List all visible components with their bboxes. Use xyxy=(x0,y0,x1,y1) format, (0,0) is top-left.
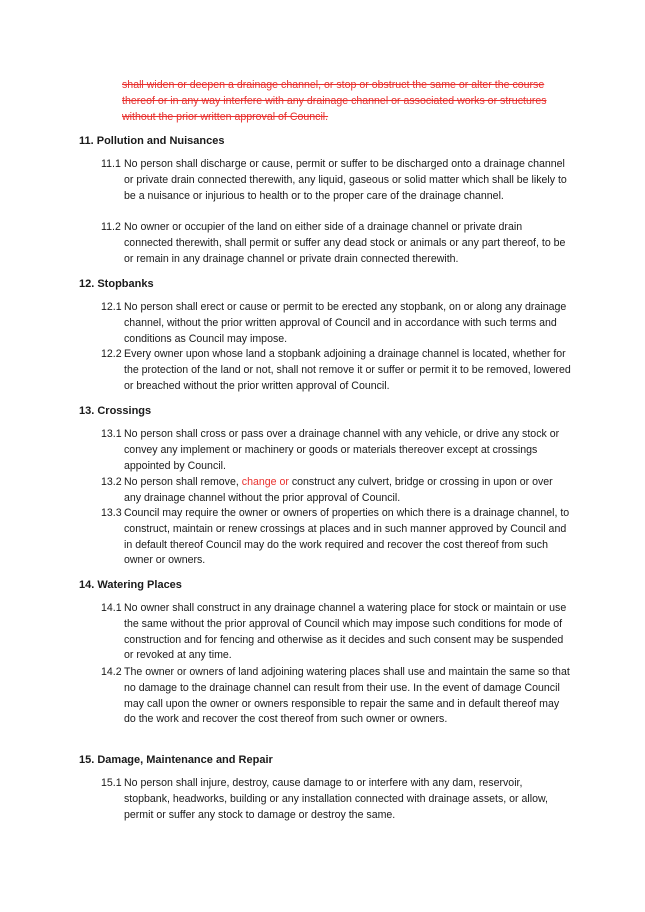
clause-13-1 xyxy=(101,427,571,474)
clause-number: 13.1 xyxy=(101,428,122,440)
section-heading-13: 13. Crossings xyxy=(79,405,152,417)
clause-text: No owner shall construct in any drainage channel a watering place for stock or maintain or use the same without the prior approval of Council which may impose such conditions for mode of construction and for fencing and otherwise as it decides and such consent may be suspended or revoked at any time. xyxy=(124,602,567,662)
clause-13-3 xyxy=(101,506,571,569)
clause-11-2 xyxy=(101,220,571,267)
struck-through-text: shall widen or deepen a drainage channel, or stop or obstruct the same or alter the course thereof or in any way interfere with any drainage channel or associated works or structures without the prior written approval of Council. xyxy=(122,79,547,123)
clause-text-before: No person shall remove, xyxy=(124,476,242,488)
section-heading-14: 14. Watering Places xyxy=(79,579,182,591)
clause-text: Every owner upon whose land a stopbank adjoining a drainage channel is located, whether for the protection of the land or not, shall not remove it or suffer or permit it to be removed, lowered or breached without the prior written approval of Council. xyxy=(124,348,571,392)
clause-number: 12.2 xyxy=(101,348,122,360)
clause-number: 15.1 xyxy=(101,777,122,789)
clause-15-1 xyxy=(101,776,571,823)
clause-text: No person shall discharge or cause, permit or suffer to be discharged onto a drainage channel or private drain connected therewith, any liquid, gaseous or solid matter which shall be likely to be a nuisance or injurious to health or to the proper care of the drainage channel. xyxy=(124,158,567,202)
clause-12-2 xyxy=(101,347,571,394)
section-heading-15: 15. Damage, Maintenance and Repair xyxy=(79,754,273,766)
clause-14-1 xyxy=(101,601,571,664)
clause-text xyxy=(101,475,571,507)
clause-text: No person shall erect or cause or permit to be erected any stopbank, on or along any drainage channel, without the prior written approval of Council and in accordance with such terms and conditions as Council may impose. xyxy=(124,301,567,345)
clause-number: 11.1 xyxy=(101,158,121,170)
clause-11-1 xyxy=(101,157,571,204)
clause-text-after: construct any culvert, bridge or crossing in upon or over any drainage channel without the prior approval of Council. xyxy=(124,476,553,504)
clause-number: 12.1 xyxy=(101,301,122,313)
clause-14-2 xyxy=(101,665,571,728)
clause-13-2 xyxy=(101,475,571,507)
clause-number: 13.2 xyxy=(101,476,122,488)
clause-text: No person shall cross or pass over a drainage channel with any vehicle, or drive any stock or convey any implement or machinery or goods or materials thereover except at crossings appointed by Council. xyxy=(124,428,560,472)
section-heading-12: 12. Stopbanks xyxy=(79,278,154,290)
clause-text: No owner or occupier of the land on either side of a drainage channel or private drain connected therewith, shall permit or suffer any dead stock or animals or any part thereof, to be or remain in any drainage channel or private drain connected therewith. xyxy=(124,221,566,265)
section-heading-11: 11. Pollution and Nuisances xyxy=(79,135,225,147)
clause-number: 13.3 xyxy=(101,507,122,519)
clause-number: 14.2 xyxy=(101,666,122,678)
clause-number: 14.1 xyxy=(101,602,122,614)
clause-number: 11.2 xyxy=(101,221,121,233)
clause-text: No person shall injure, destroy, cause damage to or interfere with any dam, reservoir, stopbank, headworks, building or any installation connected with drainage assets, or allow, permit or suffer any stock to damage or destroy the same. xyxy=(124,777,549,821)
clause-12-1 xyxy=(101,300,571,347)
clause-text: Council may require the owner or owners of properties on which there is a drainage channel, to construct, maintain or renew crossings at places and in such manner approved by Council and in default thereof Council may do the work required and recover the cost thereof from such owner or owners. xyxy=(124,507,570,567)
clause-text: The owner or owners of land adjoining watering places shall use and maintain the same so that no damage to the drainage channel can result from their use. In the event of damage Council may call upon the owner or owners responsible to repair the same and in default thereof may do the work and recover the cost thereof from such owner or owners. xyxy=(124,666,570,726)
inserted-text: change or xyxy=(241,476,289,488)
